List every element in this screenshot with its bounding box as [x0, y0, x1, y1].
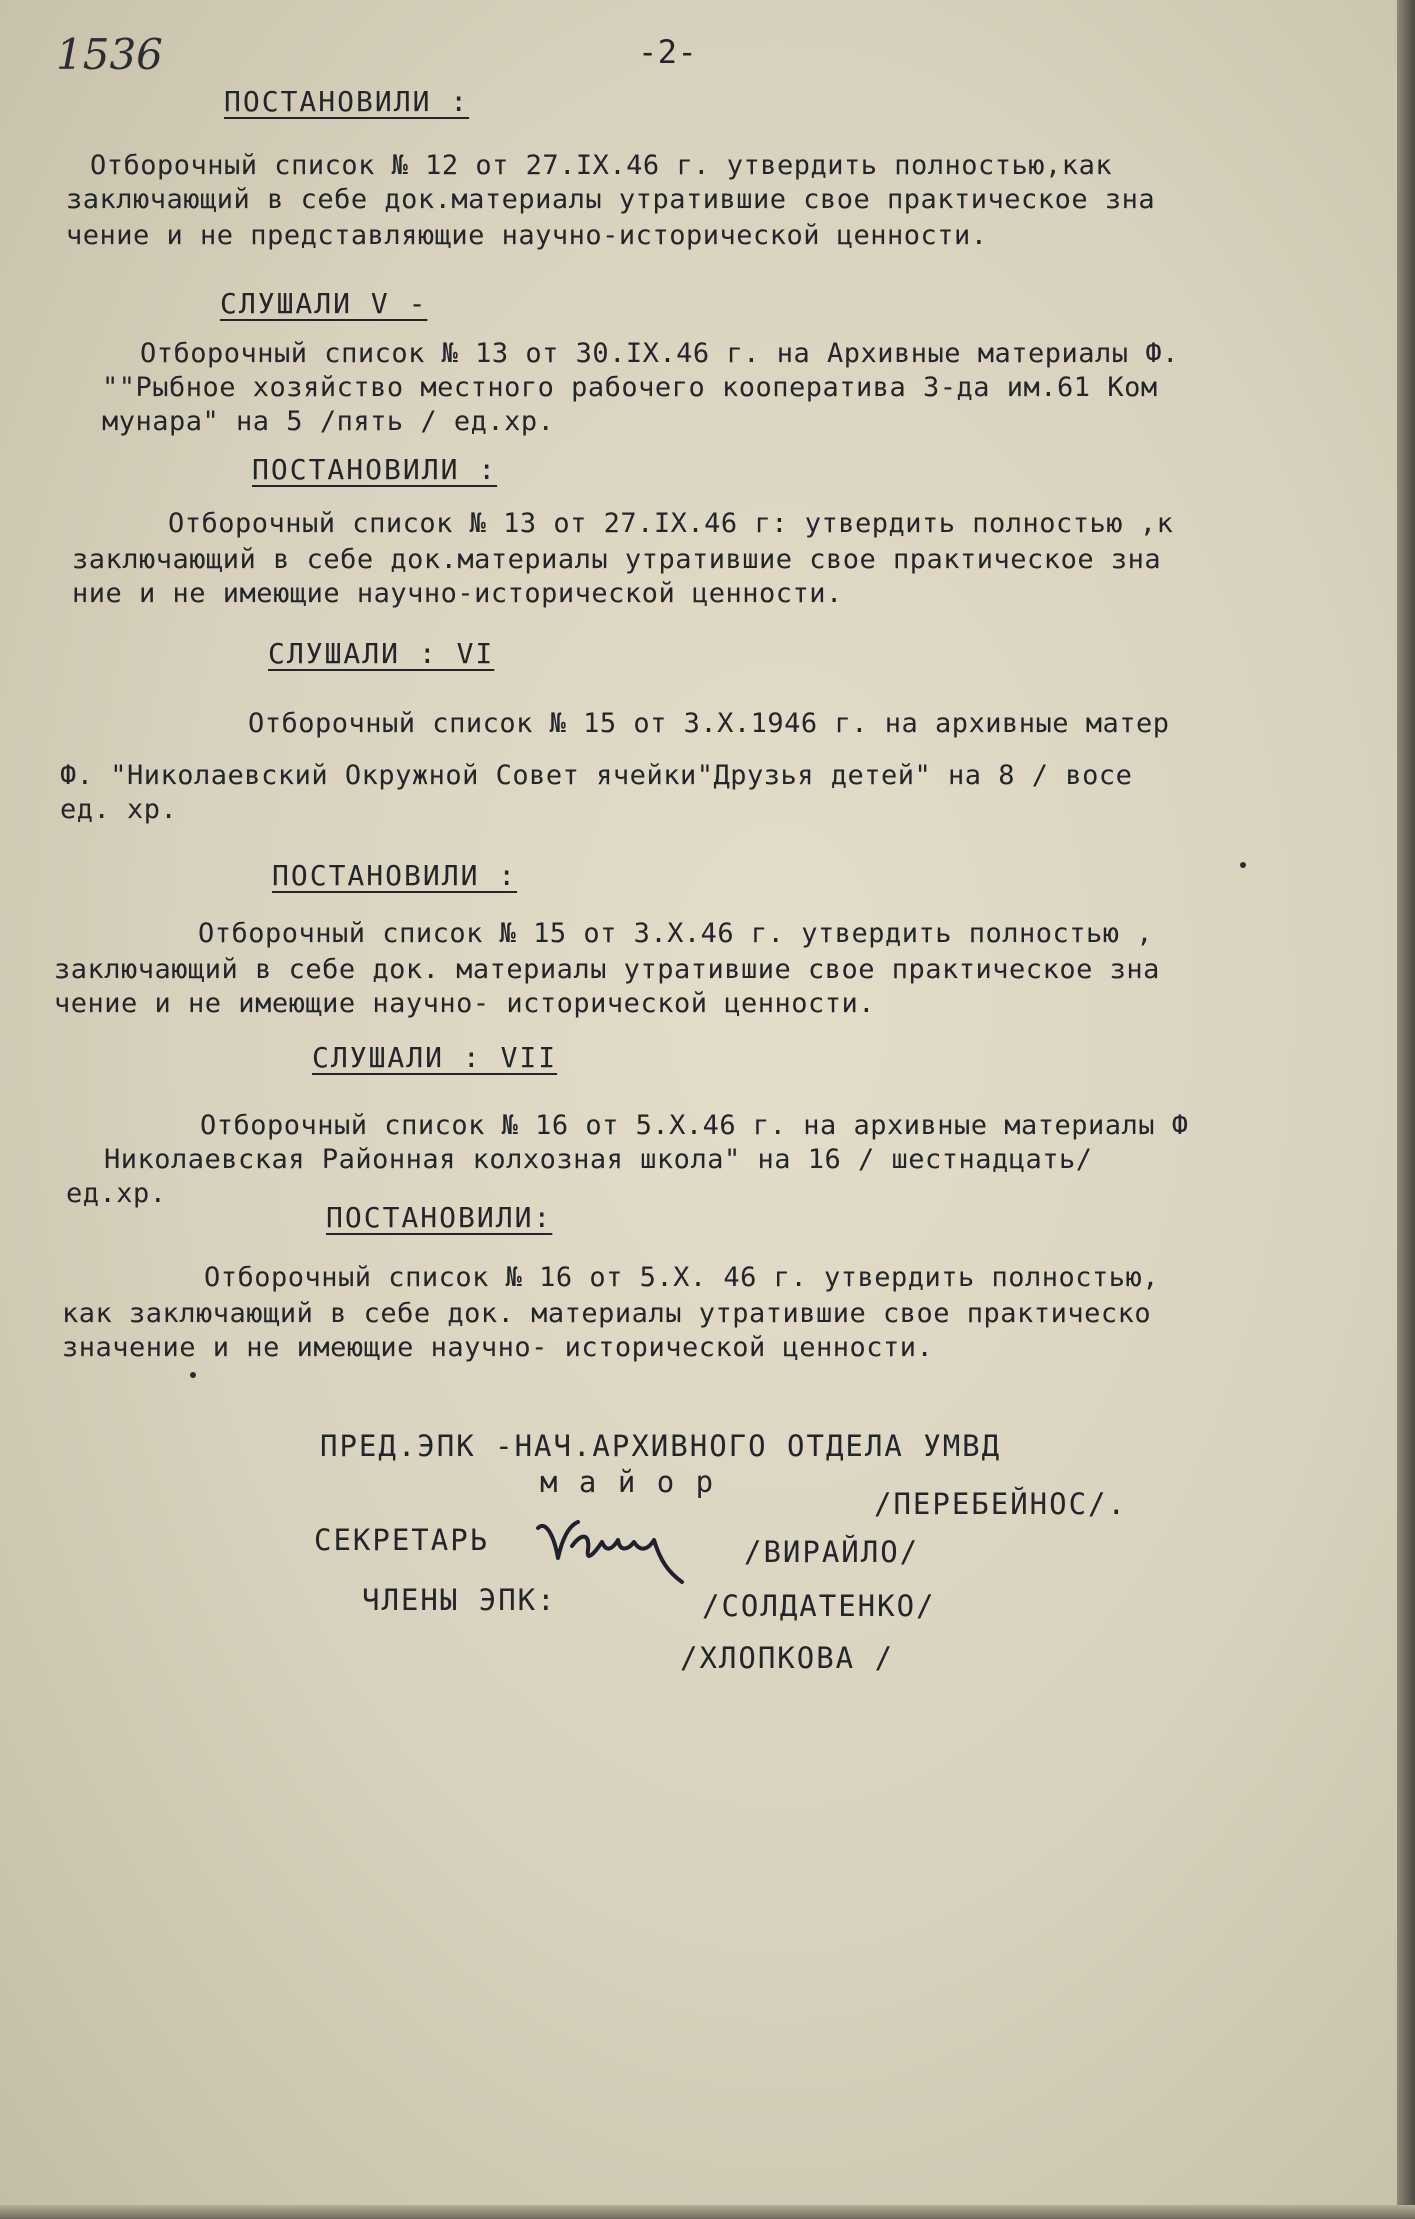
text-line: Отборочный список № 16 от 5.Х. 46 г. утвердить полностью,	[204, 1262, 1160, 1293]
ink-speck	[1240, 862, 1246, 868]
text-line: Отборочный список № 13 от 30.IX.46 г. на Архивные материалы Ф.	[140, 338, 1179, 369]
heard-heading: СЛУШАЛИ : VII	[312, 1041, 558, 1074]
text-line: чение и не представляющие научно-исторической ценности.	[66, 220, 988, 251]
resolution-heading: ПОСТАНОВИЛИ:	[326, 1201, 553, 1234]
text-line: Ф. "Николаевский Окружной Совет ячейки"Друзья детей" на 8 / восе	[60, 760, 1133, 791]
page-edge-shadow	[0, 2205, 1415, 2219]
text-line: заключающий в себе док.материалы утратившие свое практическое зна	[72, 544, 1162, 575]
text-line: ""Рыбное хозяйство местного рабочего кооператива З-да им.61 Ком	[102, 372, 1158, 403]
handwritten-signature	[532, 1506, 692, 1586]
text-line: Отборочный список № 12 от 27.IX.46 г. утвердить полностью,как	[90, 150, 1113, 181]
text-line: ние и не имеющие научно-исторической ценности.	[72, 578, 843, 609]
text-line: Отборочный список № 13 от 27.IX.46 г: утвердить полностью ,к	[168, 508, 1174, 539]
heard-heading: СЛУШАЛИ V -	[220, 287, 428, 320]
text-line: значение и не имеющие научно- исторической ценности.	[62, 1332, 934, 1363]
member-name: /СОЛДАТЕНКО/	[702, 1589, 936, 1623]
secretary-name: /ВИРАЙЛО/	[744, 1535, 920, 1569]
text-line: чение и не имеющие научно- исторической ценности.	[54, 988, 876, 1019]
secretary-label: СЕКРЕТАРЬ	[314, 1523, 490, 1557]
resolution-heading: ПОСТАНОВИЛИ :	[224, 85, 470, 118]
text-line: ед.хр.	[66, 1178, 167, 1209]
text-line: ед. хр.	[60, 794, 178, 825]
resolution-heading: ПОСТАНОВИЛИ :	[272, 859, 518, 892]
chair-rank: м а й о р	[540, 1465, 716, 1499]
text-line: заключающий в себе док. материалы утратившие свое практическое зна	[54, 954, 1160, 985]
commission-chair-title: ПРЕД.ЭПК -НАЧ.АРХИВНОГО ОТДЕЛА УМВД	[320, 1429, 1002, 1463]
chair-name: /ПЕРЕБЕЙНОС/.	[874, 1487, 1127, 1521]
resolution-heading: ПОСТАНОВИЛИ :	[252, 453, 498, 486]
text-line: заключающий в себе док.материалы утратившие свое практическое зна	[66, 184, 1156, 215]
text-line: Отборочный список № 16 от 5.Х.46 г. на архивные материалы Ф	[200, 1110, 1189, 1141]
ink-speck	[190, 1372, 196, 1378]
member-name: /ХЛОПКОВА /	[680, 1641, 895, 1675]
text-line: мунара" на 5 /пять / ед.хр.	[102, 406, 555, 437]
text-line: Отборочный список № 15 от 3.Х.46 г. утвердить полностью ,	[198, 918, 1154, 949]
text-line: как заключающий в себе док. материалы утратившие свое практическо	[62, 1298, 1152, 1329]
commission-members-label: ЧЛЕНЫ ЭПК:	[362, 1583, 557, 1617]
handwritten-page-number: 1536	[56, 30, 163, 79]
page-mark: -2-	[638, 33, 698, 71]
heard-heading: СЛУШАЛИ : VI	[268, 637, 495, 670]
text-line: Николаевская Районная колхозная школа" на 16 / шестнадцать/	[104, 1144, 1093, 1175]
text-line: Отборочный список № 15 от 3.Х.1946 г. на архивные матер	[248, 708, 1170, 739]
page-edge-shadow	[1397, 0, 1415, 2219]
